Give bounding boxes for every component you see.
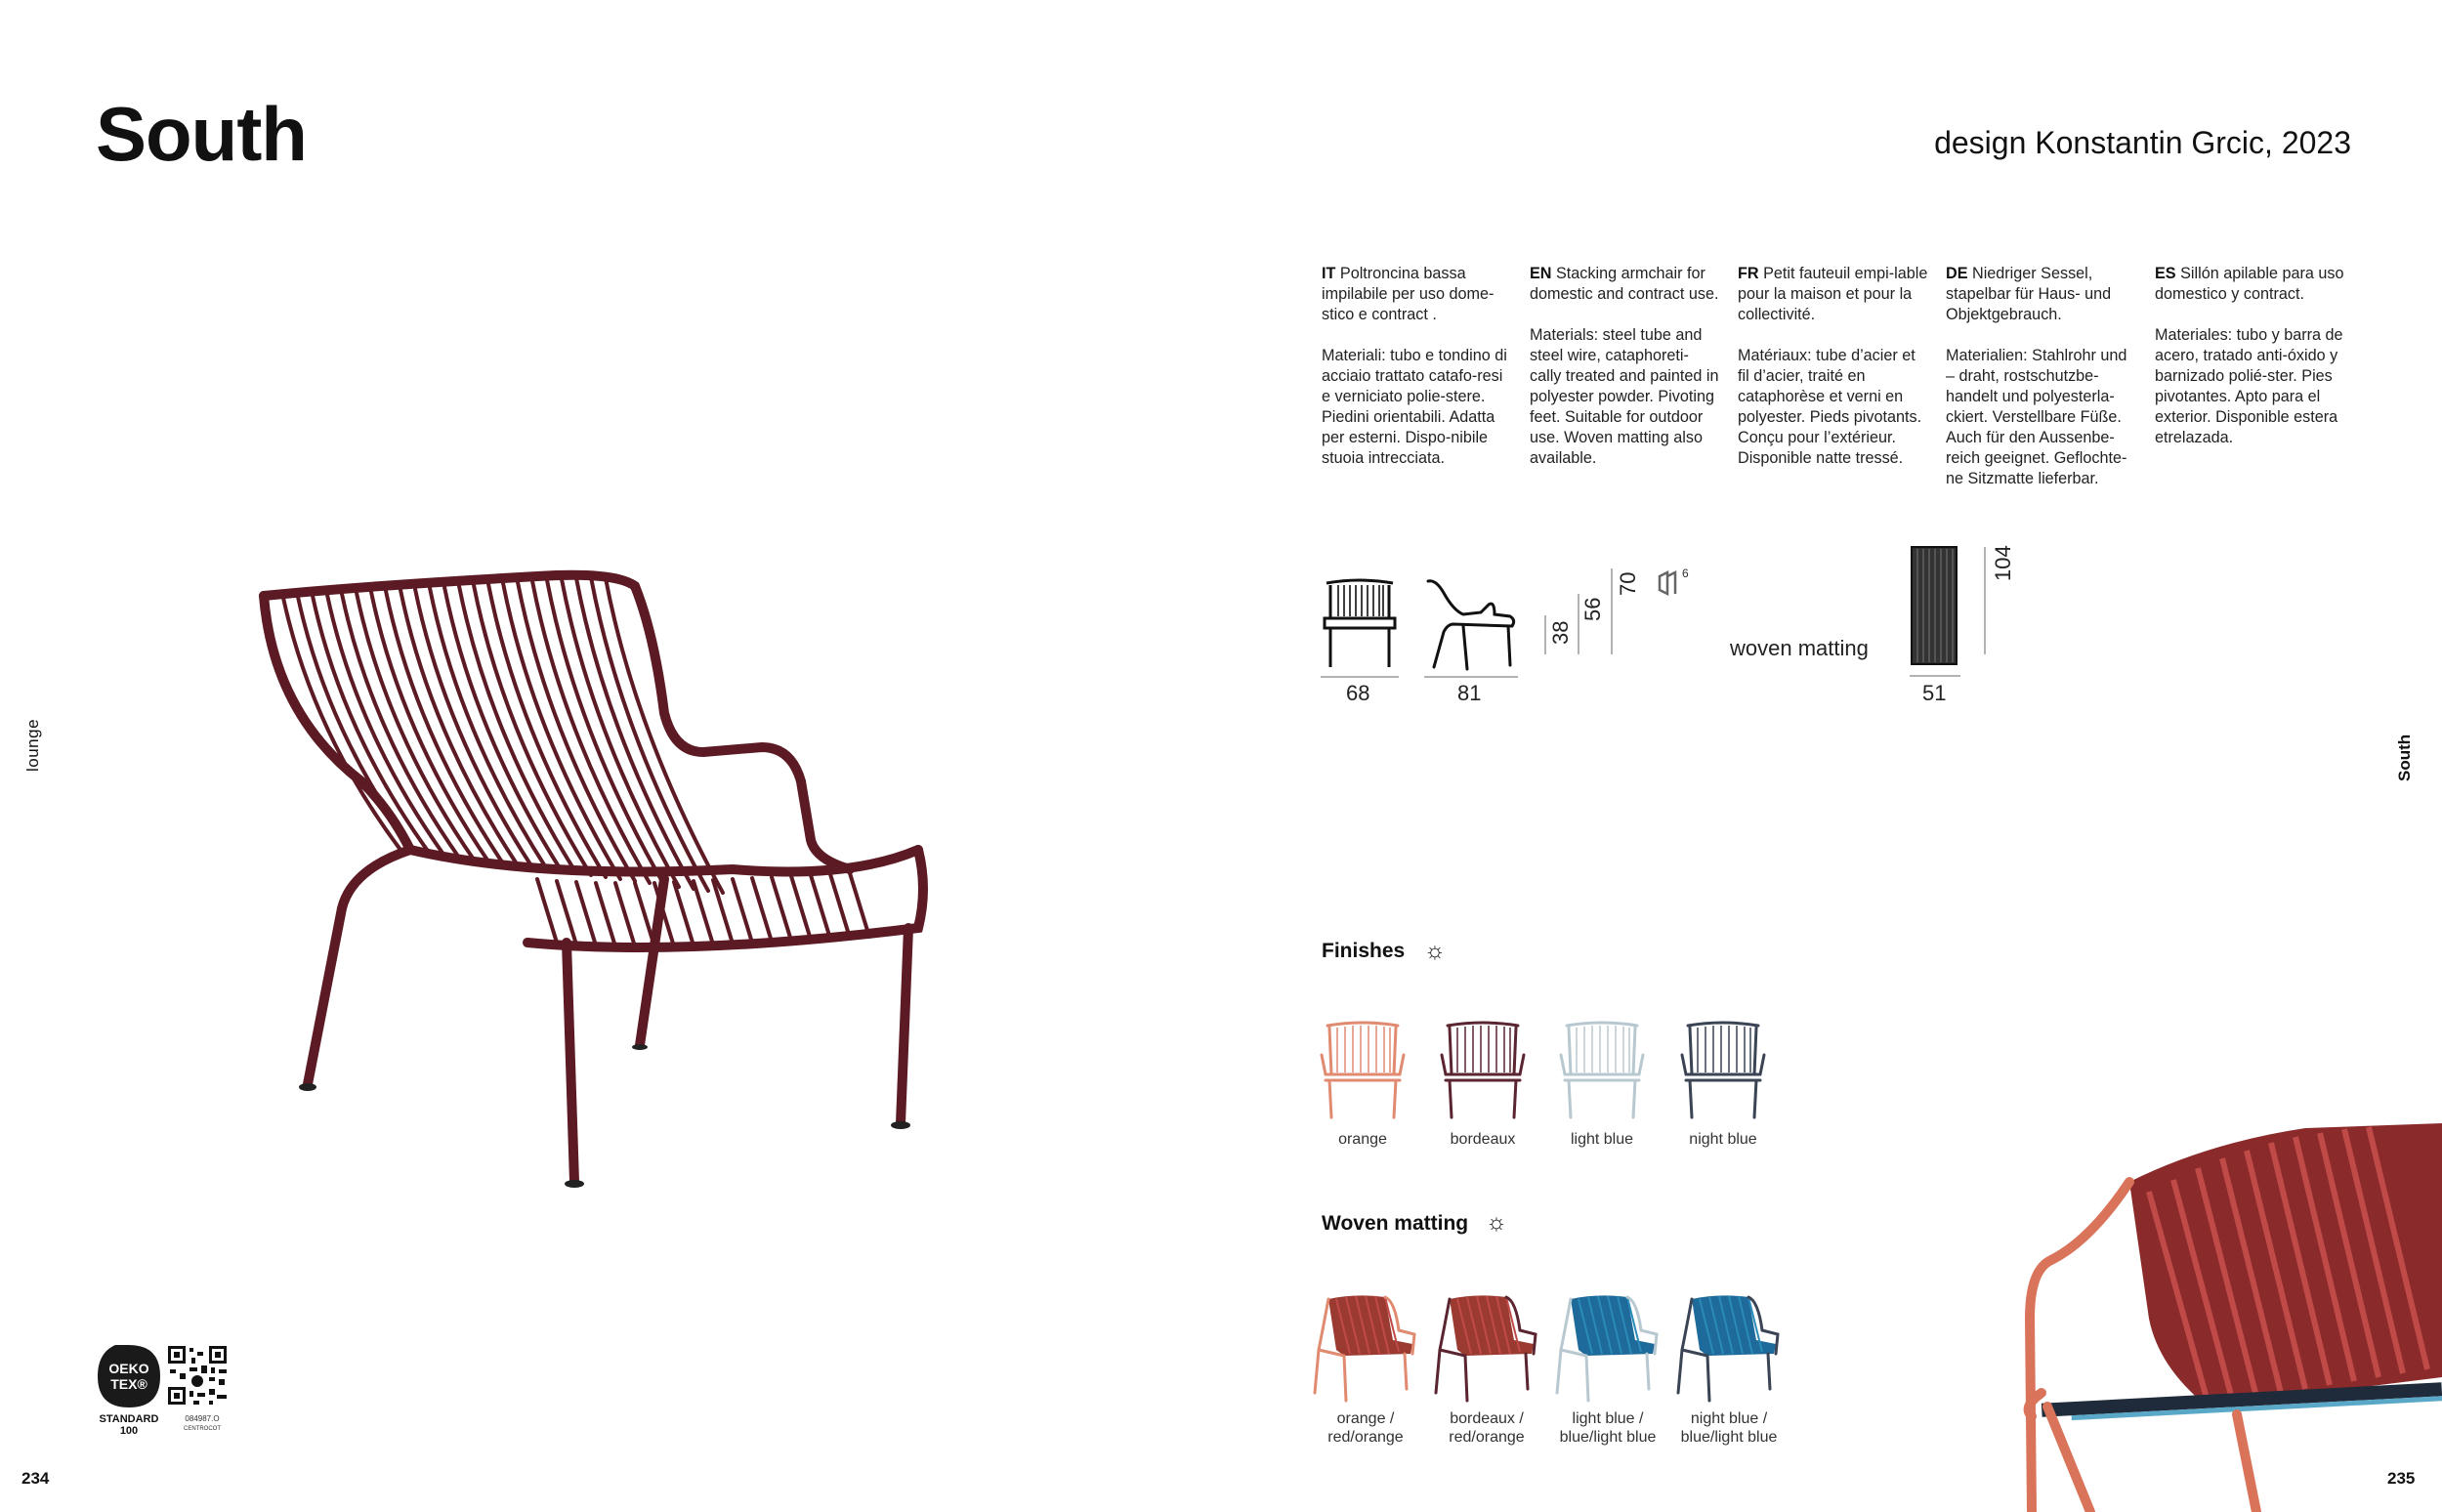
woven-chair-icon <box>1549 1291 1666 1405</box>
description-intro: Sillón apilable para uso domestico y contract. <box>2155 265 2344 303</box>
woven-label: red/orange <box>1449 1429 1525 1446</box>
woven-matting-label: woven matting <box>1730 636 1869 660</box>
page-number-right: 235 <box>2387 1469 2416 1488</box>
description-materials: Materialien: Stahlrohr und – draht, rostschutzbe-handelt und polyesterla-ckiert. Verstellbare Füße. Auch für den Aussenbe-reich geeignet. Geflochte-ne Sitzmatte lieferbar. <box>1946 347 2127 487</box>
lang-code: IT <box>1322 265 1336 282</box>
dimension-total-height: 70 <box>1616 571 1640 596</box>
description-es <box>2155 264 2345 469</box>
chair-icon <box>1543 1016 1661 1125</box>
front-view-icon <box>1321 571 1399 679</box>
page-number-left: 234 <box>21 1469 50 1488</box>
lang-code: FR <box>1738 265 1759 282</box>
description-intro: Niedriger Sessel, stapelbar für Haus- und Objektgebrauch. <box>1946 265 2112 323</box>
description-fr <box>1738 264 1928 489</box>
designer-credit: design Konstantin Grcic, 2023 <box>1934 125 2351 160</box>
woven-swatch <box>1307 1291 1424 1447</box>
finish-swatch <box>1304 1016 1421 1149</box>
certificate-institute: CENTROCOT <box>184 1426 221 1432</box>
oeko-tex-logo <box>96 1343 162 1409</box>
chair-icon <box>1664 1016 1782 1125</box>
finish-label: night blue <box>1689 1131 1757 1148</box>
woven-label: bordeaux / <box>1450 1410 1524 1427</box>
dimension-width: 68 <box>1346 681 1370 705</box>
lang-code: DE <box>1946 265 1968 282</box>
woven-label: red/orange <box>1327 1429 1404 1446</box>
chair-icon <box>1424 1016 1541 1125</box>
stack-count: 6 <box>1682 567 1689 580</box>
description-de <box>1946 264 2136 510</box>
section-label-left: lounge <box>23 718 42 772</box>
woven-label: night blue / <box>1690 1410 1768 1427</box>
page-title: South <box>96 91 307 177</box>
dimension-arm-height: 56 <box>1580 597 1605 621</box>
woven-label: blue/light blue <box>1680 1429 1778 1446</box>
side-view-icon <box>1424 571 1518 679</box>
finish-label: light blue <box>1570 1131 1634 1148</box>
chair-photo <box>244 557 947 1211</box>
dimension-seat-height: 38 <box>1548 620 1573 645</box>
mat-length-line <box>1983 545 1987 657</box>
standard-label <box>90 1413 168 1437</box>
certificate-number: 084987.O <box>185 1414 220 1423</box>
lang-code: ES <box>2155 265 2176 282</box>
woven-label: orange / <box>1336 1410 1395 1427</box>
qr-code-icon <box>166 1344 229 1407</box>
finish-swatch <box>1424 1016 1541 1149</box>
description-materials: Materiali: tubo e tondino di acciaio trattato catafo-resi e verniciato polie-stere. Piedini orientabili. Adatta per esterni. Dispo-nibile stuoia intrecciata. <box>1322 347 1507 467</box>
description-intro: Stacking armchair for domestic and contract use. <box>1530 265 1719 303</box>
finish-label: bordeaux <box>1450 1131 1516 1148</box>
description-intro: Poltroncina bassa impilabile per uso dome-stico e contract . <box>1322 265 1495 323</box>
description-en <box>1530 264 1720 489</box>
finishes-heading: Finishes <box>1322 940 1406 962</box>
dimension-mat-width: 51 <box>1922 681 1947 705</box>
outdoor-icon: ☼ <box>1424 938 1446 964</box>
description-intro: Petit fauteuil empi-lable pour la maison et pour la collectivité. <box>1738 265 1928 323</box>
woven-chair-icon <box>1428 1291 1545 1405</box>
description-materials: Materials: steel tube and steel wire, cataphoreti-cally treated and painted in polyester powder. Pivoting feet. Suitable for outdoor use. Woven matting also available. <box>1530 326 1719 467</box>
woven-chair-icon <box>1670 1291 1788 1405</box>
finish-label: orange <box>1338 1131 1387 1148</box>
description-materials: Materiales: tubo y barra de acero, tratado anti-óxido y barnizado polié-ster. Pies pivotantes. Apto para el exterior. Disponible estera etrelazada. <box>2155 326 2343 446</box>
woven-swatch <box>1428 1291 1545 1447</box>
standard-number: 100 <box>119 1425 139 1437</box>
lang-code: EN <box>1530 265 1552 282</box>
dimension-mat-length: 104 <box>1991 545 2015 581</box>
chair-icon <box>1304 1016 1421 1125</box>
oeko-tex-logo-text: OEKO <box>108 1361 149 1376</box>
dimension-depth: 81 <box>1457 681 1482 705</box>
outdoor-icon: ☼ <box>1486 1209 1507 1236</box>
woven-mat-drawing <box>1910 545 1960 678</box>
description-materials: Matériaux: tube d’acier et fil d’acier, traité en cataphorèse et verni en polyester. Pieds pivotants. Conçu pour l’extérieur. Disponible natte tressé. <box>1738 347 1922 467</box>
standard-text: STANDARD <box>99 1413 159 1425</box>
woven-heading: Woven matting <box>1322 1212 1469 1235</box>
woven-label: blue/light blue <box>1559 1429 1657 1446</box>
finish-swatch <box>1543 1016 1661 1149</box>
oeko-tex-logo-text: TEX® <box>110 1376 147 1392</box>
finish-swatch <box>1664 1016 1782 1149</box>
woven-swatch <box>1670 1291 1788 1447</box>
woven-label: light blue / <box>1572 1410 1644 1427</box>
section-label-right: South <box>2395 734 2414 781</box>
woven-swatch <box>1549 1291 1666 1447</box>
description-it <box>1322 264 1512 489</box>
chair-detail-photo <box>2012 1123 2442 1512</box>
woven-chair-icon <box>1307 1291 1424 1405</box>
certificate-code <box>184 1414 221 1434</box>
